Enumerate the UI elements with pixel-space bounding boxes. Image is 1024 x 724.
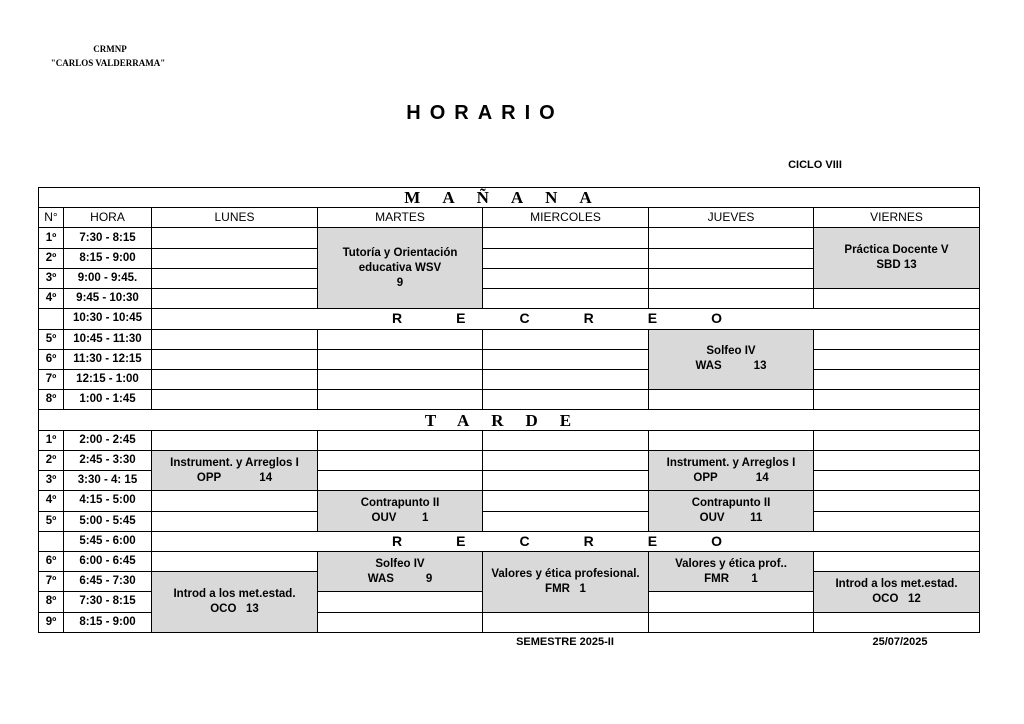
course-detail: FMR 1 (704, 572, 758, 585)
empty-cell (483, 612, 649, 632)
period-number: 3º (39, 471, 64, 491)
empty-cell (152, 430, 318, 450)
recreo-letter: R (392, 310, 403, 327)
empty-cell (814, 390, 980, 410)
empty-cell (483, 329, 649, 349)
course-name: Solfeo IV (706, 345, 756, 358)
table-row (39, 349, 980, 369)
course-room: 9 (396, 276, 404, 289)
empty-cell (814, 369, 980, 389)
empty-cell (649, 612, 814, 632)
empty-cell (483, 471, 649, 491)
empty-cell (483, 228, 649, 248)
course-name: Introd a los met.estad. (835, 577, 958, 590)
afternoon-header: TARDE (39, 410, 980, 430)
course-name: Contrapunto II (691, 497, 771, 509)
empty-cell (814, 491, 980, 511)
schedule-table (38, 187, 980, 633)
empty-cell (649, 228, 814, 248)
empty-cell (152, 268, 318, 288)
table-row (39, 551, 980, 571)
empty-cell (649, 592, 814, 612)
empty-cell (814, 551, 980, 571)
empty-cell (318, 430, 483, 450)
period-number: 7º (39, 572, 64, 592)
recreo-letter: R (392, 532, 403, 549)
course-cell-jueves-contrapunto (649, 491, 814, 531)
column-header-jueves: JUEVES (649, 208, 814, 228)
empty-cell (814, 289, 980, 309)
period-time: 2:45 - 3:30 (64, 450, 152, 470)
date-label: 25/07/2025 (872, 636, 928, 648)
course-detail: WAS 9 (367, 572, 433, 585)
course-name: Valores y ética prof.. (675, 557, 787, 570)
empty-cell (649, 248, 814, 268)
course-name: Introd a los met.estad. (173, 588, 296, 601)
semester-label: SEMESTRE 2025-II (516, 636, 614, 648)
table-row (39, 228, 980, 248)
course-detail: OUV 11 (699, 512, 763, 524)
course-detail: FMR 1 (545, 582, 586, 595)
empty-cell (318, 612, 483, 632)
empty-cell (814, 450, 980, 470)
course-detail: OPP 14 (196, 471, 273, 484)
empty-cell (152, 369, 318, 389)
empty-cell (152, 248, 318, 268)
table-row (39, 491, 980, 511)
period-time: 8:15 - 9:00 (64, 248, 152, 268)
empty-cell (814, 349, 980, 369)
empty-cell (814, 511, 980, 531)
recreo-label (152, 531, 980, 551)
empty-cell (152, 491, 318, 511)
period-number: 8º (39, 592, 64, 612)
empty-cell (483, 289, 649, 309)
table-row (39, 289, 980, 309)
course-cell-martes-solfeo (318, 551, 483, 591)
period-time: 9:00 - 9:45. (64, 268, 152, 288)
column-header-lunes: LUNES (152, 208, 318, 228)
course-cell-lunes-introd (152, 572, 318, 633)
course-name: Instrument. y Arreglos I (666, 456, 796, 469)
empty-cell (318, 592, 483, 612)
recreo-letter: E (647, 310, 658, 327)
table-row (39, 329, 980, 349)
empty-cell (318, 349, 483, 369)
course-name: Valores y ética profesional. (491, 567, 640, 580)
empty-cell (318, 329, 483, 349)
recreo-letter: C (519, 532, 530, 549)
recreo-letter: R (583, 532, 594, 549)
empty-cell (483, 430, 649, 450)
course-detail: OUV 1 (371, 512, 429, 524)
course-cell-viernes-practica (814, 228, 980, 289)
course-cell-martes-tutoria (318, 228, 483, 309)
institution-name-line1: CRMNP (93, 44, 127, 54)
period-number: 3º (39, 268, 64, 288)
empty-cell (649, 430, 814, 450)
empty-cell (483, 369, 649, 389)
period-number: 4º (39, 289, 64, 309)
empty-cell (318, 390, 483, 410)
empty-cell (483, 390, 649, 410)
period-number: 5º (39, 511, 64, 531)
recreo-row (39, 309, 980, 329)
course-detail: OCO 12 (872, 592, 921, 605)
course-name: Solfeo IV (375, 557, 425, 570)
empty-cell (318, 450, 483, 470)
period-number: 2º (39, 450, 64, 470)
recreo-letter: O (711, 532, 722, 549)
column-header-martes: MARTES (318, 208, 483, 228)
period-time: 10:45 - 11:30 (64, 329, 152, 349)
recreo-letter: E (456, 310, 466, 327)
course-detail: SBD 13 (876, 259, 917, 272)
table-row (39, 450, 980, 470)
course-cell-jueves-instrument (649, 450, 814, 490)
course-detail: OPP 14 (693, 471, 769, 484)
empty-cell (814, 471, 980, 491)
empty-cell (152, 511, 318, 531)
empty-cell (483, 349, 649, 369)
empty-cell (483, 268, 649, 288)
period-time: 5:45 - 6:00 (64, 531, 152, 551)
empty-cell (483, 491, 649, 511)
course-detail: OCO 13 (210, 603, 259, 616)
period-time: 6:45 - 7:30 (64, 572, 152, 592)
column-header-miercoles: MIERCOLES (483, 208, 649, 228)
recreo-label (152, 309, 980, 329)
period-time: 5:00 - 5:45 (64, 511, 152, 531)
course-name: Contrapunto II (360, 497, 440, 509)
period-number: 5º (39, 329, 64, 349)
page-title: HORARIO (406, 102, 564, 124)
empty-cell (483, 511, 649, 531)
column-header-viernes: VIERNES (814, 208, 980, 228)
period-time: 11:30 - 12:15 (64, 349, 152, 369)
period-number: 4º (39, 491, 64, 511)
period-time: 8:15 - 9:00 (64, 612, 152, 632)
period-time: 6:00 - 6:45 (64, 551, 152, 571)
empty-cell (649, 390, 814, 410)
period-number (39, 531, 64, 551)
course-cell-viernes-introd (814, 572, 980, 612)
table-row (39, 369, 980, 389)
period-time: 2:00 - 2:45 (64, 430, 152, 450)
institution-name-line2: "CARLOS VALDERRAMA" (50, 58, 166, 68)
column-header-hora: HORA (64, 208, 152, 228)
empty-cell (152, 228, 318, 248)
period-number: 9º (39, 612, 64, 632)
period-time: 9:45 - 10:30 (64, 289, 152, 309)
period-time: 12:15 - 1:00 (64, 369, 152, 389)
empty-cell (814, 612, 980, 632)
period-time: 3:30 - 4: 15 (64, 471, 152, 491)
period-time: 7:30 - 8:15 (64, 592, 152, 612)
ciclo-label: CICLO VIII (788, 159, 842, 171)
period-number: 2º (39, 248, 64, 268)
column-header-number: N° (39, 208, 64, 228)
recreo-letter: R (583, 310, 594, 327)
empty-cell (318, 369, 483, 389)
empty-cell (814, 329, 980, 349)
recreo-letter: E (647, 532, 658, 549)
empty-cell (152, 349, 318, 369)
empty-cell (152, 329, 318, 349)
course-cell-miercoles-valores (483, 551, 649, 612)
period-number (39, 309, 64, 329)
empty-cell (649, 268, 814, 288)
recreo-row (39, 531, 980, 551)
period-number: 7º (39, 369, 64, 389)
period-number: 8º (39, 390, 64, 410)
course-name: Práctica Docente V (844, 244, 949, 257)
empty-cell (649, 289, 814, 309)
empty-cell (483, 248, 649, 268)
empty-cell (152, 551, 318, 571)
empty-cell (814, 430, 980, 450)
course-detail: WAS 13 (695, 360, 767, 373)
empty-cell (318, 471, 483, 491)
empty-cell (483, 450, 649, 470)
period-number: 6º (39, 349, 64, 369)
course-cell-jueves-valores (649, 551, 814, 591)
recreo-letter: C (519, 310, 530, 327)
table-row (39, 390, 980, 410)
empty-cell (152, 289, 318, 309)
recreo-letter: E (456, 532, 466, 549)
course-detail: educativa WSV (358, 261, 442, 274)
period-time: 4:15 - 5:00 (64, 491, 152, 511)
column-header-row (39, 208, 980, 228)
course-cell-jueves-solfeo (649, 329, 814, 390)
period-number: 1º (39, 228, 64, 248)
table-row (39, 511, 980, 531)
course-name: Tutoría y Orientación (342, 246, 458, 259)
period-time: 7:30 - 8:15 (64, 228, 152, 248)
period-number: 6º (39, 551, 64, 571)
period-time: 10:30 - 10:45 (64, 309, 152, 329)
course-cell-lunes-instrument (152, 450, 318, 490)
course-name: Instrument. y Arreglos I (170, 456, 299, 469)
morning-header: MAÑANA (39, 188, 980, 208)
period-number: 1º (39, 430, 64, 450)
table-row (39, 430, 980, 450)
empty-cell (152, 390, 318, 410)
period-time: 1:00 - 1:45 (64, 390, 152, 410)
recreo-letter: O (711, 310, 722, 327)
course-cell-martes-contrapunto (318, 491, 483, 531)
